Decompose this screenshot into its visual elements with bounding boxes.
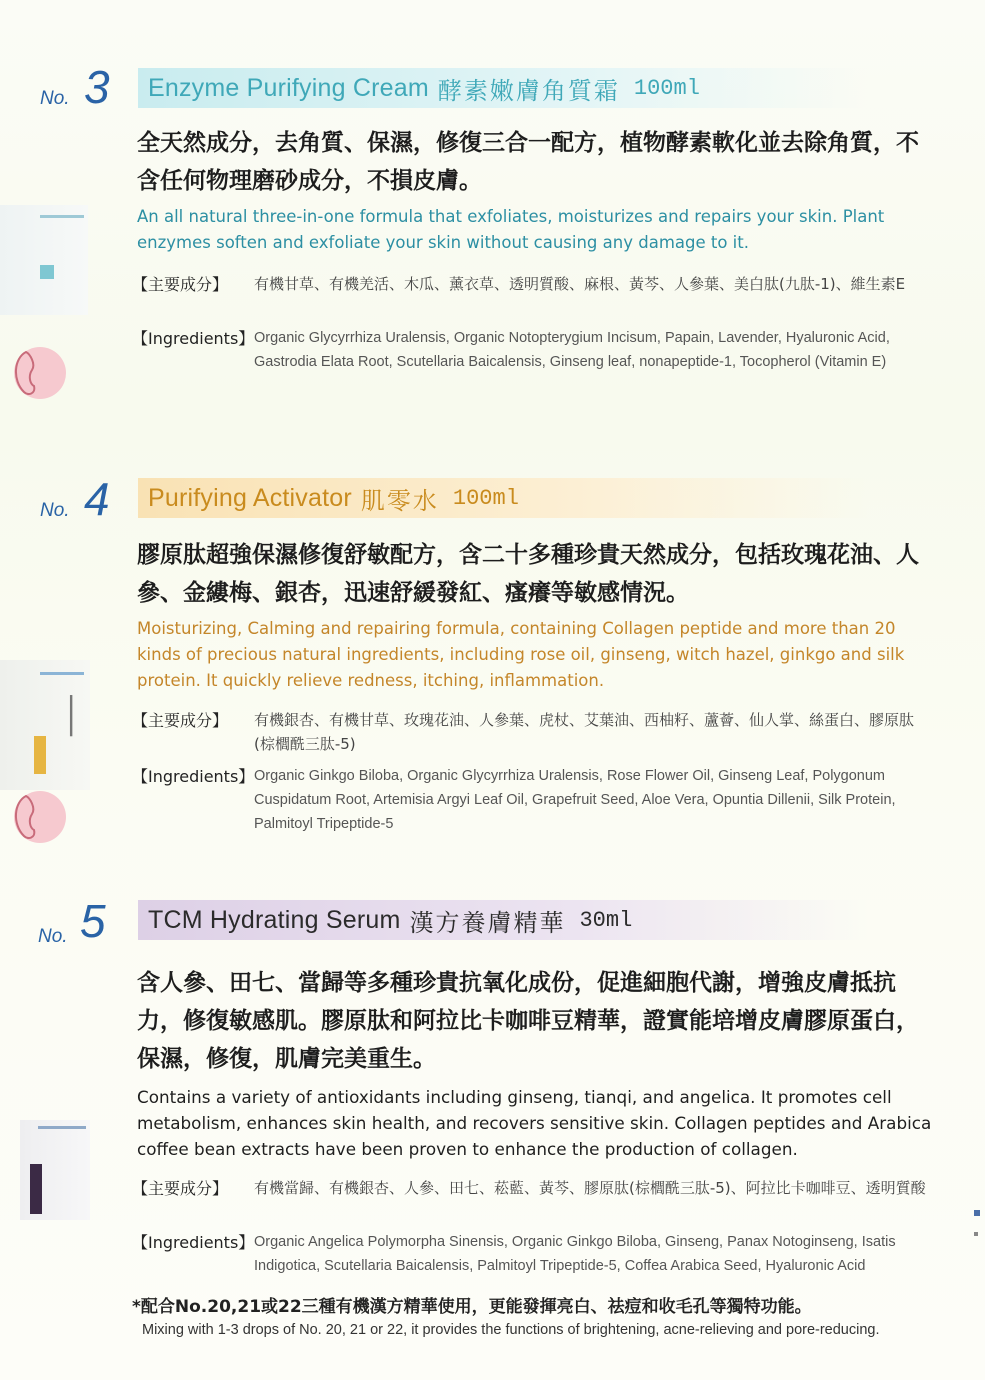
product-title-band [138,478,868,518]
ingredients-en-row [132,326,932,374]
product-volume: 30ml [579,907,633,933]
footnote-zh: *配合No.20,21或22三種有機漢方精華使用，更能發揮亮白、祛痘和收毛孔等獨特功能。 [132,1297,812,1317]
ingredients-zh-label: 【主要成分】 [132,275,229,294]
product-bottle-image [0,205,88,315]
edge-mark [974,1210,980,1216]
bottle-label-line [40,672,84,675]
edge-mark [974,1232,978,1236]
ingredients-zh: 有機當歸、有機銀杏、人參、田七、菘藍、黃芩、膠原肽(棕櫚酰三肽-5)、阿拉比卡咖啡豆、透明質酸 [254,1179,926,1197]
ingredients-zh-label: 【主要成分】 [132,1179,229,1198]
product-volume: 100ml [633,75,700,101]
bottle-color-swatch [40,265,54,279]
bottle-label-line [38,1126,86,1129]
ingredients-en-row [132,1230,932,1278]
product-title-band [138,68,868,108]
product-title-zh: 漢方養膚精華 [409,908,566,937]
ingredients-zh-row [132,1176,932,1200]
description-zh: 含人參、田七、當歸等多種珍貴抗氧化成份，促進細胞代謝，增強皮膚抵抗力，修復敏感肌。膠原肽和阿拉比卡咖啡豆精華，證實能培增皮膚膠原蛋白，保濕，修復，肌膚完美重生。 [137,969,919,1072]
ingredients-zh: 有機銀杏、有機甘草、玫瑰花油、人參葉、虎杖、艾葉油、西柚籽、蘆薈、仙人掌、絲蛋白、膠原肽(棕櫚酰三肽-5) [254,711,915,753]
number-prefix: No. [40,500,70,521]
bottle-number-mark: │ [62,696,84,734]
pregnancy-safe-icon [6,784,66,850]
ingredients-zh-row [132,272,932,296]
footnote-en: Mixing with 1-3 drops of No. 20, 21 or 22, it provides the functions of brightening, acne-relieving and pore-reducing. [142,1322,880,1338]
product-number: 5 [80,895,106,947]
description-en: An all natural three-in-one formula that exfoliates, moisturizes and repairs your skin. Plant enzymes soften and exfoliate your skin without causing any damage to it. [137,207,885,252]
description-zh: 膠原肽超強保濕修復舒敏配方，含二十多種珍貴天然成分，包括玫瑰花油、人參、金縷梅、銀杏，迅速舒緩發紅、瘙癢等敏感情況。 [137,541,919,606]
product-volume: 100ml [452,485,519,511]
bottle-color-swatch [30,1164,42,1214]
ingredients-en: Organic Glycyrrhiza Uralensis, Organic Notopterygium Incisum, Papain, Lavender, Hyaluronic Acid, Gastrodia Elata Root, Scutellaria Baicalensis, Ginseng leaf, nonapeptide-1, Tocopherol (Vitamin E) [254,330,890,370]
product-title-zh: 肌零水 [360,486,439,515]
product-title-en: Enzyme Purifying Cream [148,73,429,102]
ingredients-en: Organic Angelica Polymorpha Sinensis, Organic Ginkgo Biloba, Ginseng, Panax Notoginseng, Isatis Indigotica, Scutellaria Baicalensis, Palmitoyl Tripeptide-5, Coffea Arabica Seed, Hyaluronic Acid [254,1234,896,1274]
product-bottle-image [0,660,90,790]
ingredients-en-row [132,764,932,836]
bottle-label-line [40,215,84,218]
product-title-en: Purifying Activator [148,483,352,512]
number-prefix: No. [38,926,68,947]
ingredients-zh-label: 【主要成分】 [132,711,229,730]
product-title-en: TCM Hydrating Serum [148,905,401,934]
product-title-zh: 酵素嫩膚角質霜 [437,76,620,105]
number-prefix: No. [40,88,70,109]
ingredients-zh-row [132,708,932,756]
ingredients-zh: 有機甘草、有機羌活、木瓜、薰衣草、透明質酸、麻根、黃芩、人參葉、美白肽(九肽-1)、維生素E [254,275,906,293]
ingredients-en-label: 【Ingredients】 [132,767,255,786]
ingredients-en-label: 【Ingredients】 [132,1233,255,1252]
ingredients-en-label: 【Ingredients】 [132,329,255,348]
pregnancy-safe-icon [6,340,66,406]
description-en: Contains a variety of antioxidants including ginseng, tianqi, and angelica. It promotes cell metabolism, enhances skin health, and recovers sensitive skin. Collagen peptides and Arabica coffee bean extracts have been proven to enhance the production of collagen. [137,1087,932,1159]
product-bottle-image [20,1120,90,1220]
ingredients-en: Organic Ginkgo Biloba, Organic Glycyrrhiza Uralensis, Rose Flower Oil, Ginseng Leaf, Polygonum Cuspidatum Root, Artemisia Argyi Leaf Oil, Grapefruit Seed, Aloe Vera, Opuntia Dillenii, Silk Protein, Palmitoyl Tripeptide-5 [254,768,896,832]
bottle-color-swatch [34,736,46,774]
product-number: 3 [84,61,110,113]
description-zh: 全天然成分，去角質、保濕，修復三合一配方，植物酵素軟化並去除角質，不含任何物理磨砂成分，不損皮膚。 [137,129,919,194]
product-number: 4 [84,473,110,525]
description-en: Moisturizing, Calming and repairing formula, containing Collagen peptide and more than 20 kinds of precious natural ingredients, including rose oil, ginseng, witch hazel, ginkgo and silk protein. It quickly relieve redness, itching, inflammation. [137,619,905,690]
product-title-band [138,900,868,940]
